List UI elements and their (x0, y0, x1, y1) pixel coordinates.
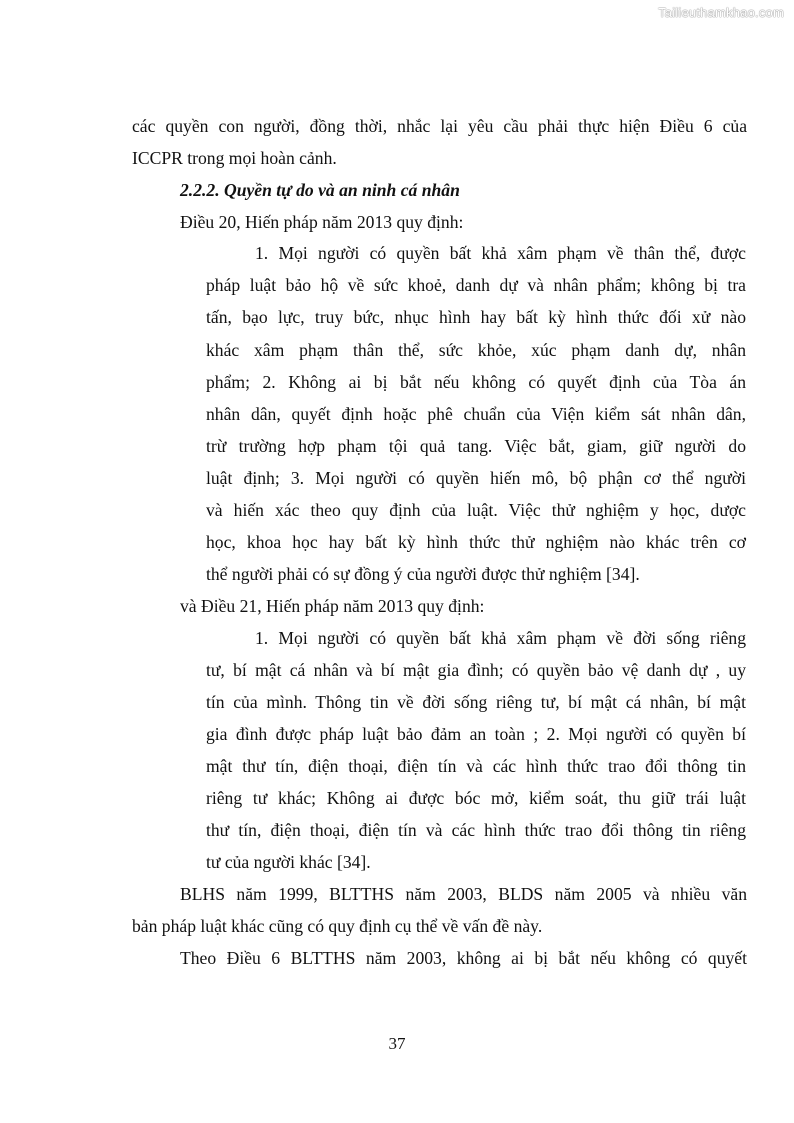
quote-line: tư, bí mật cá nhân và bí mật gia đình; có quyền bảo vệ danh dự , uy (206, 660, 746, 680)
page-number: 37 (388, 1034, 406, 1053)
article-20-intro: Điều 20, Hiến pháp năm 2013 quy định: (180, 212, 464, 232)
quote-line: tư của người khác [34]. (206, 852, 371, 872)
quote-line: nhân dân, quyết định hoặc phê chuẩn của Viện kiểm sát nhân dân, (206, 404, 746, 424)
article-21-intro: và Điều 21, Hiến pháp năm 2013 quy định: (180, 596, 485, 616)
body-text-line: ICCPR trong mọi hoàn cảnh. (132, 148, 337, 168)
quote-line: pháp luật bảo hộ về sức khoẻ, danh dự và nhân phẩm; không bị tra (206, 275, 746, 295)
quote-line: mật thư tín, điện thoại, điện tín và các hình thức trao đổi thông tin (206, 756, 746, 776)
quote-line: riêng tư khác; Không ai được bóc mở, kiểm soát, thu giữ trái luật (206, 788, 746, 808)
body-text-line: các quyền con người, đồng thời, nhắc lại yêu cầu phải thực hiện Điều 6 của (132, 116, 747, 136)
quote-line: học, khoa học hay bất kỳ hình thức thử nghiệm nào khác trên cơ (206, 532, 746, 552)
quote-line: khác xâm phạm thân thể, sức khỏe, xúc phạm danh dự, nhân (206, 340, 746, 360)
quote-line: 1. Mọi người có quyền bất khả xâm phạm về thân thể, được (255, 243, 746, 263)
body-text-line: Theo Điều 6 BLTTHS năm 2003, không ai bị bắt nếu không có quyết (180, 948, 747, 968)
quote-line: phẩm; 2. Không ai bị bắt nếu không có quyết định của Tòa án (206, 372, 746, 392)
quote-line: tín của mình. Thông tin về đời sống riêng tư, bí mật cá nhân, bí mật (206, 692, 746, 712)
body-text-line: bản pháp luật khác cũng có quy định cụ thể về vấn đề này. (132, 916, 543, 936)
quote-line: thể người phải có sự đồng ý của người được thử nghiệm [34]. (206, 564, 640, 584)
quote-line: luật định; 3. Mọi người có quyền hiến mô, bộ phận cơ thể người (206, 468, 746, 488)
section-heading: 2.2.2. Quyền tự do và an ninh cá nhân (180, 180, 460, 200)
quote-line: 1. Mọi người có quyền bất khả xâm phạm về đời sống riêng (255, 628, 746, 648)
quote-line: và hiến xác theo quy định của luật. Việc thử nghiệm y học, dược (206, 500, 746, 520)
quote-line: tấn, bạo lực, truy bức, nhục hình hay bất kỳ hình thức đối xử nào (206, 307, 746, 327)
body-text-line: BLHS năm 1999, BLTTHS năm 2003, BLDS năm 2005 và nhiều văn (180, 884, 747, 904)
quote-line: gia đình được pháp luật bảo đảm an toàn ; 2. Mọi người có quyền bí (206, 724, 746, 744)
quote-line: thư tín, điện thoại, điện tín và các hình thức trao đổi thông tin riêng (206, 820, 746, 840)
watermark: Tailieuthamkhao.com (658, 5, 784, 20)
quote-line: trừ trường hợp phạm tội quả tang. Việc bắt, giam, giữ người do (206, 436, 746, 456)
